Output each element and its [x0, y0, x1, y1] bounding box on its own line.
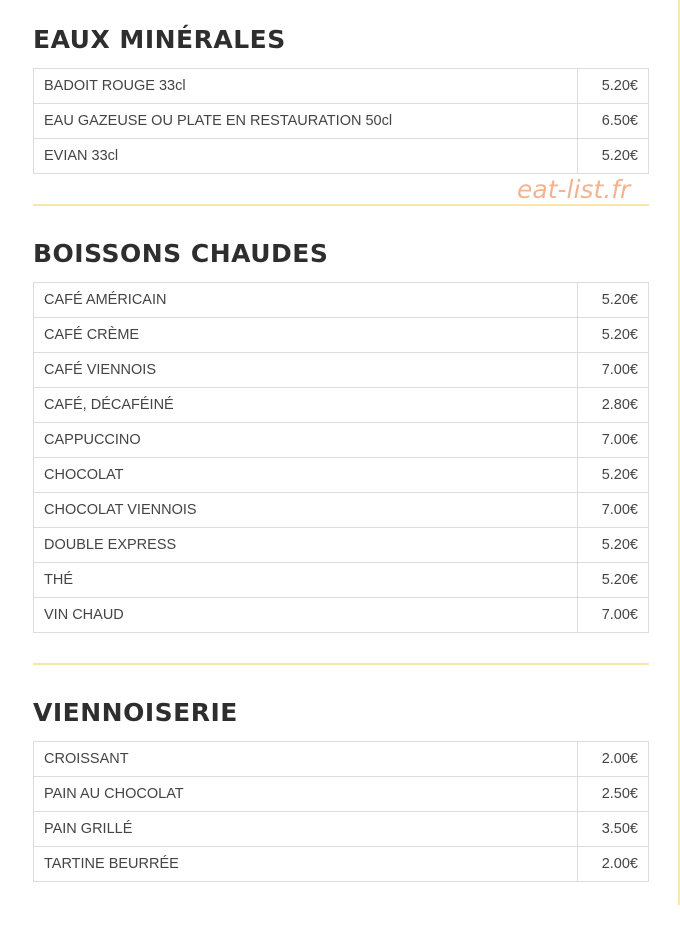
item-name: CAPPUCCINO	[34, 423, 578, 458]
table-row	[34, 458, 649, 493]
section-divider	[33, 663, 649, 665]
item-price: 6.50€	[578, 104, 649, 139]
item-name: CAFÉ AMÉRICAIN	[34, 283, 578, 318]
table-row	[34, 353, 649, 388]
section-title: BOISSONS CHAUDES	[33, 239, 329, 268]
item-name: BADOIT ROUGE 33cl	[34, 69, 578, 104]
item-name: CROISSANT	[34, 742, 578, 777]
table-row	[34, 847, 649, 882]
item-price: 7.00€	[578, 353, 649, 388]
item-price: 5.20€	[578, 563, 649, 598]
table-row	[34, 423, 649, 458]
table-row	[34, 139, 649, 174]
item-price: 2.80€	[578, 388, 649, 423]
table-row	[34, 318, 649, 353]
item-name: CHOCOLAT	[34, 458, 578, 493]
item-price: 2.00€	[578, 742, 649, 777]
menu-table-boissons-chaudes	[33, 282, 649, 633]
table-row	[34, 69, 649, 104]
item-price: 5.20€	[578, 528, 649, 563]
item-name: CHOCOLAT VIENNOIS	[34, 493, 578, 528]
item-price: 5.20€	[578, 283, 649, 318]
table-row	[34, 563, 649, 598]
table-row	[34, 812, 649, 847]
item-name: EVIAN 33cl	[34, 139, 578, 174]
item-name: TARTINE BEURRÉE	[34, 847, 578, 882]
item-price: 5.20€	[578, 69, 649, 104]
menu-table-eaux-minerales	[33, 68, 649, 174]
item-name: EAU GAZEUSE OU PLATE EN RESTAURATION 50cl	[34, 104, 578, 139]
table-row	[34, 493, 649, 528]
item-name: PAIN AU CHOCOLAT	[34, 777, 578, 812]
item-price: 7.00€	[578, 493, 649, 528]
table-row	[34, 528, 649, 563]
table-row	[34, 283, 649, 318]
item-price: 3.50€	[578, 812, 649, 847]
table-row	[34, 742, 649, 777]
item-name: DOUBLE EXPRESS	[34, 528, 578, 563]
section-title: VIENNOISERIE	[33, 698, 238, 727]
menu-table-viennoiserie	[33, 741, 649, 882]
item-name: THÉ	[34, 563, 578, 598]
item-price: 7.00€	[578, 598, 649, 633]
table-row	[34, 104, 649, 139]
item-name: PAIN GRILLÉ	[34, 812, 578, 847]
item-name: CAFÉ CRÈME	[34, 318, 578, 353]
section-title: EAUX MINÉRALES	[33, 25, 286, 54]
item-name: VIN CHAUD	[34, 598, 578, 633]
item-name: CAFÉ VIENNOIS	[34, 353, 578, 388]
item-price: 5.20€	[578, 318, 649, 353]
table-row	[34, 388, 649, 423]
item-price: 5.20€	[578, 458, 649, 493]
item-price: 5.20€	[578, 139, 649, 174]
section-divider	[33, 204, 649, 206]
item-price: 7.00€	[578, 423, 649, 458]
item-price: 2.50€	[578, 777, 649, 812]
watermark: eat-list.fr	[517, 175, 631, 204]
table-row	[34, 777, 649, 812]
item-price: 2.00€	[578, 847, 649, 882]
table-row	[34, 598, 649, 633]
item-name: CAFÉ, DÉCAFÉINÉ	[34, 388, 578, 423]
